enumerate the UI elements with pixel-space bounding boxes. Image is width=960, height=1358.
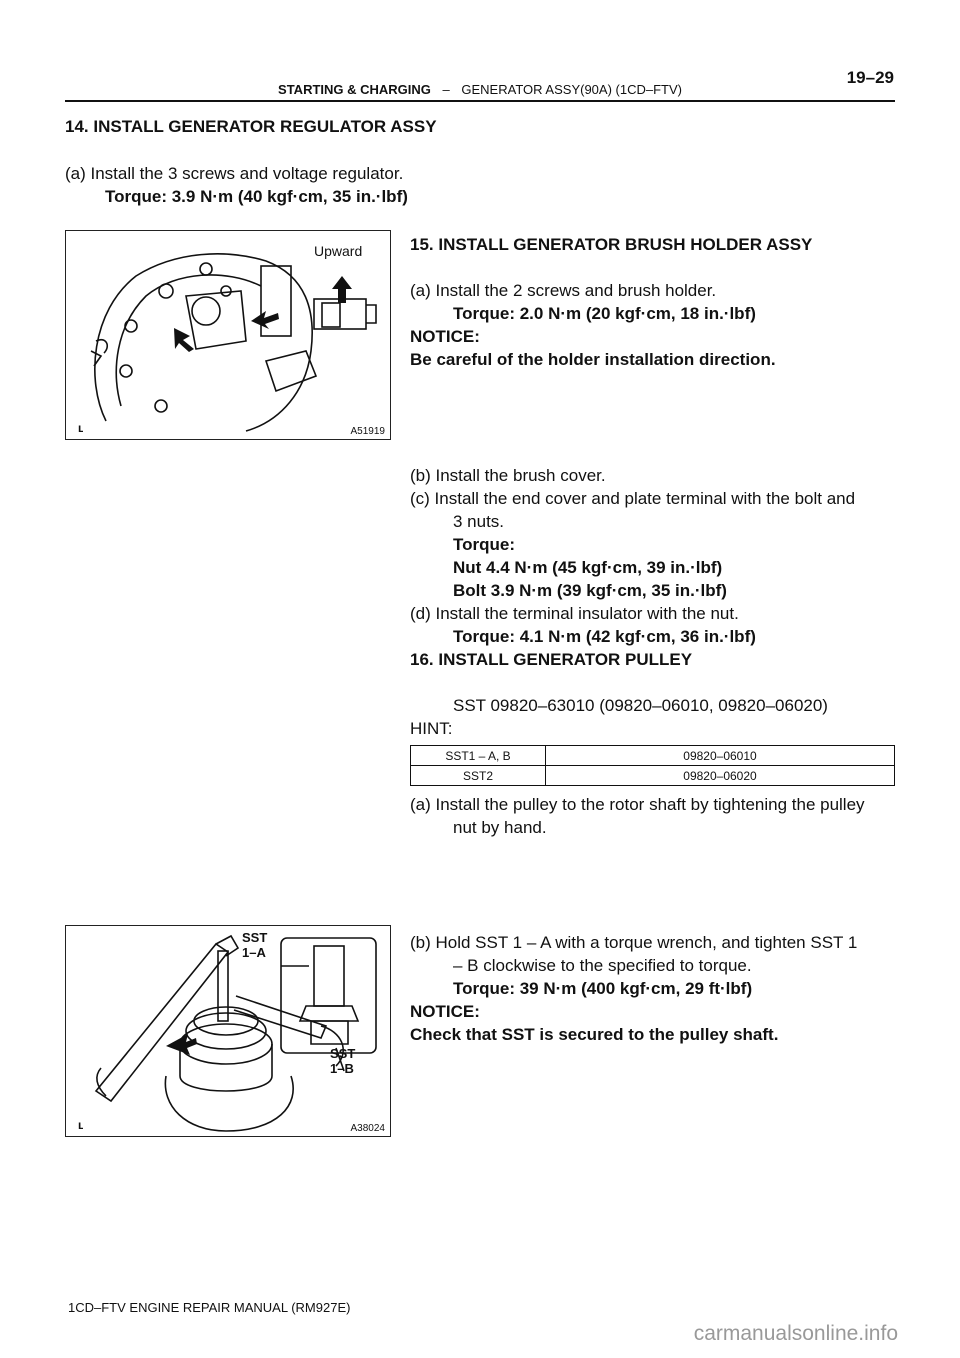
table-cell: SST1 – A, B	[411, 746, 546, 766]
sst-table	[410, 745, 895, 786]
table-row	[411, 766, 895, 786]
step-16-b-line1: (b) Hold SST 1 – A with a torque wrench, and tighten SST 1	[410, 933, 858, 952]
step-14-heading: 14. INSTALL GENERATOR REGULATOR ASSY	[65, 117, 437, 136]
label-1b: 1–B	[330, 1061, 354, 1076]
step-15-c-nut: Nut 4.4 N·m (45 kgf·cm, 39 in.·lbf)	[453, 558, 723, 577]
table-cell: SST2	[411, 766, 546, 786]
step-15-heading: 15. INSTALL GENERATOR BRUSH HOLDER ASSY	[410, 235, 813, 254]
step-15-notice-text: Be careful of the holder installation direction.	[410, 350, 776, 369]
label-sst: SST	[330, 1046, 356, 1061]
step-15-d: (d) Install the terminal insulator with the nut.	[410, 604, 739, 623]
step-16-sst: SST 09820–63010 (09820–06010, 09820–06020)	[453, 696, 828, 715]
figure-label-sst-1a	[242, 930, 267, 960]
step-16-hint: HINT:	[410, 719, 453, 738]
figure-code: A51919	[350, 426, 385, 437]
table-row	[411, 746, 895, 766]
figure-brush-holder	[65, 230, 391, 440]
figure-mark: ʟ	[78, 421, 84, 435]
step-15-c-torque: Torque:	[453, 535, 516, 554]
step-15-a: (a) Install the 2 screws and brush holder.	[410, 281, 717, 300]
label-sst: SST	[242, 930, 268, 945]
step-16-b-torque: Torque: 39 N·m (400 kgf·cm, 29 ft·lbf)	[453, 979, 753, 998]
table-cell: 09820–06020	[546, 766, 895, 786]
step-16-a-line1: (a) Install the pulley to the rotor shaft by tightening the pulley	[410, 795, 865, 814]
step-15-notice: NOTICE:	[410, 327, 480, 346]
generator-illustration	[66, 231, 390, 439]
figure-label-upward: Upward	[314, 243, 363, 259]
pulley-illustration	[66, 926, 390, 1136]
figure-label-sst-1b	[330, 1046, 355, 1076]
step-15-c-line2: 3 nuts.	[453, 512, 505, 531]
step-14-a: (a) Install the 3 screws and voltage regulator.	[65, 164, 404, 183]
running-header	[0, 82, 960, 97]
header-rule	[65, 100, 895, 102]
step-16-b-line2: – B clockwise to the specified to torque.	[453, 956, 752, 975]
watermark[interactable]: carmanualsonline.info	[693, 1322, 898, 1345]
label-1a: 1–A	[242, 945, 266, 960]
step-15-a-torque: Torque: 2.0 N·m (20 kgf·cm, 18 in.·lbf)	[453, 304, 756, 323]
page-number: 19–29	[846, 68, 894, 87]
footer-manual: 1CD–FTV ENGINE REPAIR MANUAL (RM927E)	[68, 1300, 351, 1315]
table-cell: 09820–06010	[546, 746, 895, 766]
step-15-d-torque: Torque: 4.1 N·m (42 kgf·cm, 36 in.·lbf)	[453, 627, 756, 646]
figure-code: A38024	[350, 1123, 385, 1134]
step-15-c-line1: (c) Install the end cover and plate terminal with the bolt and	[410, 489, 856, 508]
step-15-c-bolt: Bolt 3.9 N·m (39 kgf·cm, 35 in.·lbf)	[453, 581, 727, 600]
figure-pulley	[65, 925, 391, 1137]
header-section: STARTING & CHARGING	[278, 82, 431, 97]
step-15-b: (b) Install the brush cover.	[410, 466, 606, 485]
figure-mark: ʟ	[78, 1118, 84, 1132]
step-14-torque: Torque: 3.9 N·m (40 kgf·cm, 35 in.·lbf)	[105, 187, 408, 206]
step-16-notice-text: Check that SST is secured to the pulley shaft.	[410, 1025, 779, 1044]
header-subsection: GENERATOR ASSY(90A) (1CD–FTV)	[461, 82, 682, 97]
header-separator: –	[442, 82, 450, 97]
step-16-a-line2: nut by hand.	[453, 818, 547, 837]
step-16-heading: 16. INSTALL GENERATOR PULLEY	[410, 650, 693, 669]
step-16-notice: NOTICE:	[410, 1002, 480, 1021]
